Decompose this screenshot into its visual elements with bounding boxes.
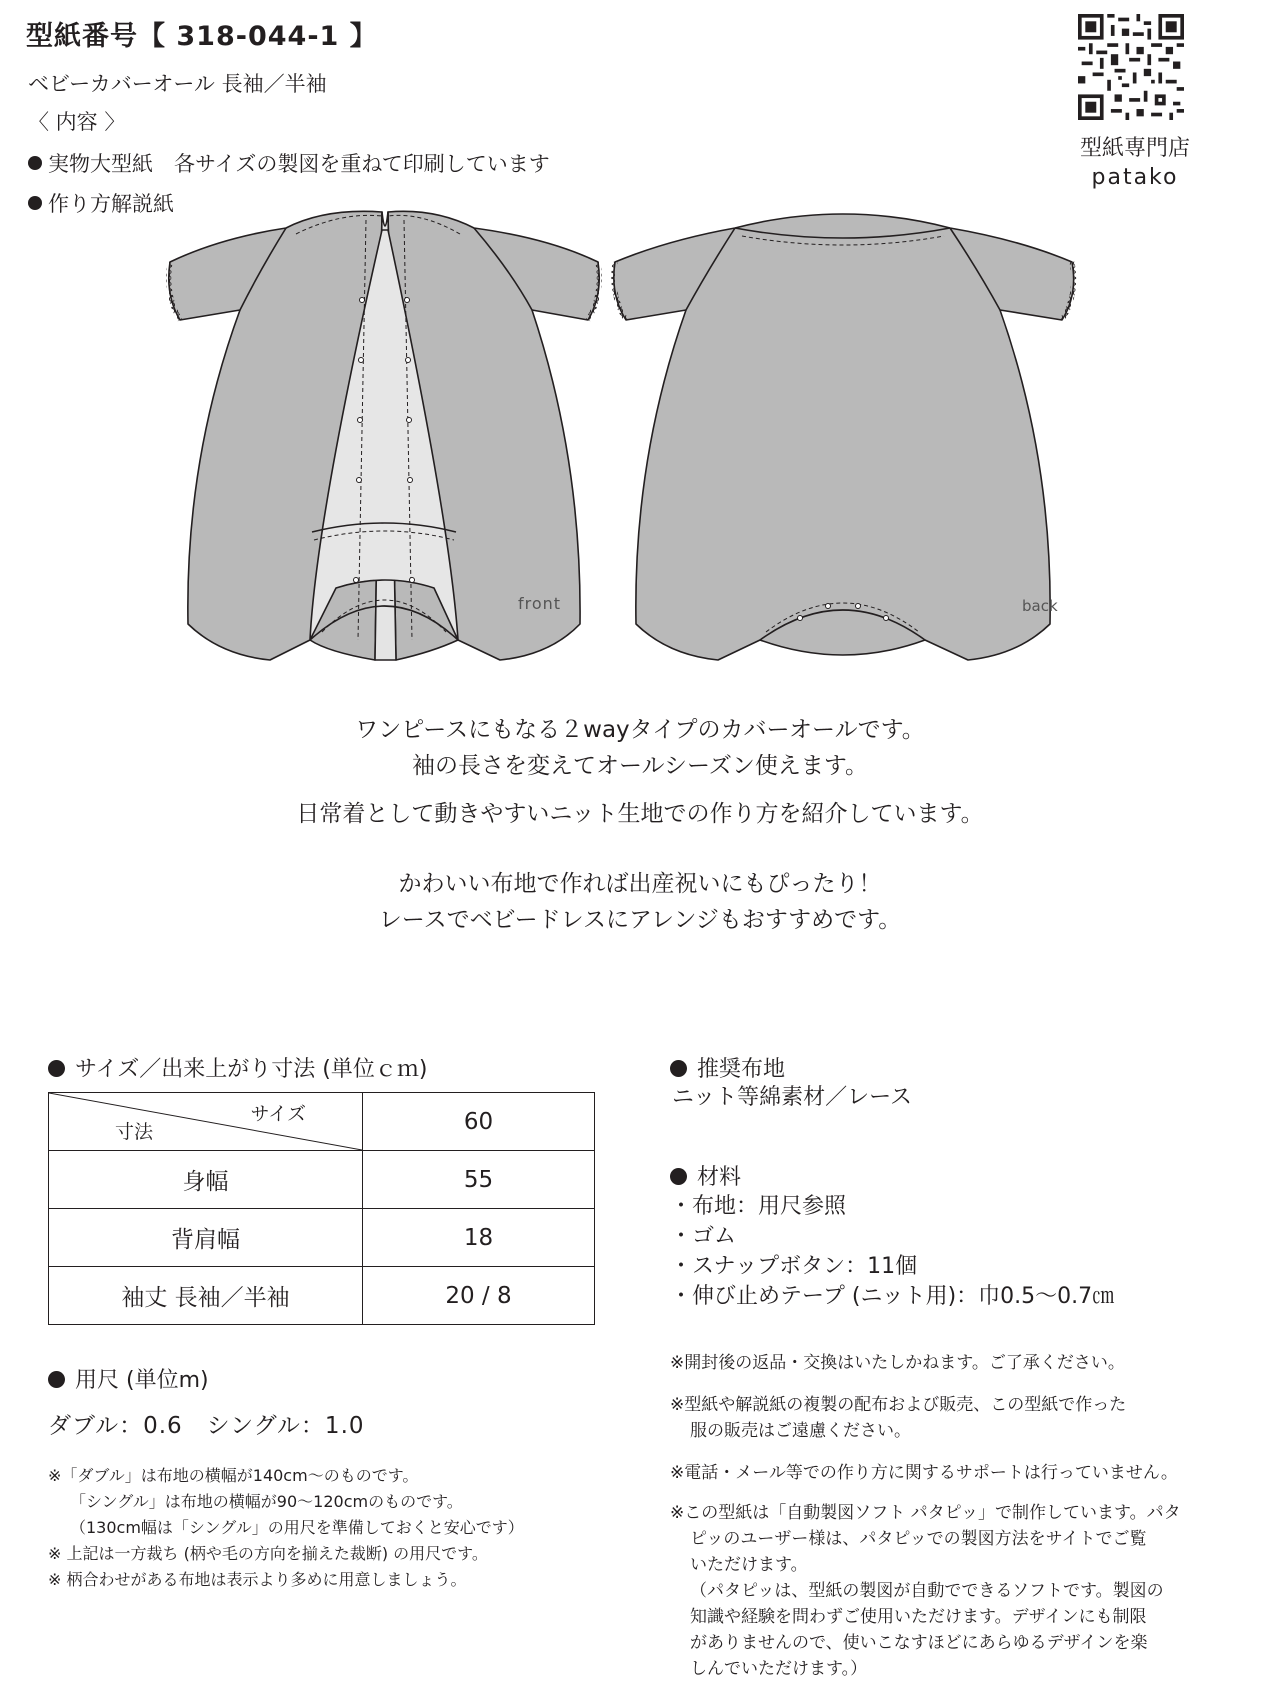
- fabric-amount-values: ダブル：0.6 シングル：1.0: [48, 1413, 365, 1439]
- garment-illustration: [160, 200, 1080, 670]
- front-view: [169, 211, 600, 660]
- note-line: ※ 上記は一方裁ち (柄や毛の方向を揃えた裁断) の用尺です。: [48, 1544, 488, 1563]
- contents-heading: 〈 内容 〉: [28, 110, 126, 134]
- description: [0, 712, 1280, 938]
- notice-line: 服の販売はご遠慮ください。: [690, 1421, 911, 1441]
- material-item: ・ゴム: [670, 1224, 737, 1249]
- fabric-amount-heading: 用尺 (単位m): [48, 1363, 209, 1394]
- back-label: back: [1022, 597, 1058, 615]
- notice-line: ピッのユーザー様は、パタピッでの製図方法をサイトでご覧: [690, 1529, 1147, 1549]
- notice-line: いただけます。: [690, 1555, 808, 1575]
- row-label: 背肩幅: [49, 1209, 363, 1267]
- material-item: ・伸び止めテープ (ニット用)：巾0.5〜0.7㎝: [670, 1284, 1115, 1309]
- shop-name-ja: 型紙専門店: [1079, 136, 1190, 161]
- description-line: 日常着として動きやすいニット生地での作り方を紹介しています。: [296, 801, 984, 827]
- recommended-fabric-heading: 推奨布地: [670, 1052, 785, 1083]
- row-label: 袖丈 長袖／半袖: [49, 1267, 363, 1325]
- notice-line: ※型紙や解説紙の複製の配布および販売、この型紙で作った: [670, 1395, 1127, 1415]
- bullet-icon: [48, 1371, 65, 1388]
- header-size-label: サイズ: [250, 1103, 306, 1125]
- contents-item: 実物大型紙 各サイズの製図を重ねて印刷しています: [28, 148, 550, 178]
- bullet-icon: [28, 156, 42, 170]
- recommended-fabric-text: ニット等綿素材／レース: [672, 1085, 913, 1110]
- bullet-icon: [28, 196, 42, 210]
- table-row: [49, 1267, 595, 1325]
- note-line: 「シングル」は布地の横幅が90〜120cmのものです。: [70, 1492, 463, 1511]
- page-title: 型紙番号【 318-044-1 】: [26, 21, 378, 52]
- table-header-cell: [49, 1093, 363, 1151]
- notice-line: ※この型紙は「自動製図ソフト パタピッ」で制作しています。パタ: [670, 1503, 1181, 1523]
- row-value: 20 / 8: [363, 1267, 595, 1325]
- shop-name-en: patako: [1091, 165, 1179, 190]
- material-item: ・布地：用尺参照: [670, 1194, 847, 1219]
- row-value: 55: [363, 1151, 595, 1209]
- notice-support: ※電話・メール等での作り方に関するサポートは行っていません。: [670, 1463, 1178, 1483]
- note-line: ※「ダブル」は布地の横幅が140cm〜のものです。: [48, 1466, 419, 1485]
- note-line: ※ 柄合わせがある布地は表示より多めに用意しましょう。: [48, 1570, 467, 1589]
- row-value: 18: [363, 1209, 595, 1267]
- description-line: 袖の長さを変えてオールシーズン使えます。: [412, 753, 868, 779]
- back-view: [614, 214, 1074, 660]
- fabric-notes: [48, 1463, 524, 1593]
- size-value: 60: [363, 1093, 595, 1151]
- diagonal-divider: [49, 1093, 362, 1150]
- notice-return: ※開封後の返品・交換はいたしかねます。ご了承ください。: [670, 1353, 1125, 1373]
- table-row: [49, 1151, 595, 1209]
- materials-list: [670, 1192, 1114, 1312]
- table-row: [49, 1209, 595, 1267]
- notice-line: がありませんので、使いこなすほどにあらゆるデザインを楽: [690, 1633, 1148, 1653]
- product-subtitle: ベビーカバーオール 長袖／半袖: [28, 72, 327, 96]
- row-label: 身幅: [49, 1151, 363, 1209]
- contents-item: 作り方解説紙: [28, 188, 174, 218]
- material-item: ・スナップボタン：11個: [670, 1254, 918, 1279]
- description-line: レースでベビードレスにアレンジもおすすめです。: [378, 907, 902, 933]
- materials-heading: 材料: [670, 1160, 741, 1191]
- header-dimension-label: 寸法: [115, 1121, 154, 1143]
- front-label: front: [518, 594, 562, 613]
- notice-line: しんでいただけます。）: [690, 1659, 868, 1679]
- description-line: かわいい布地で作れば出産祝いにもぴったり！: [398, 871, 882, 897]
- table-row: [49, 1093, 595, 1151]
- qr-code-icon[interactable]: [1078, 14, 1184, 120]
- bullet-icon: [670, 1060, 687, 1077]
- shop-name: [1060, 134, 1210, 192]
- description-line: ワンピースにもなる２wayタイプのカバーオールです。: [355, 717, 925, 743]
- size-table: [48, 1092, 595, 1325]
- bullet-icon: [48, 1060, 65, 1077]
- note-line: （130cm幅は「シングル」の用尺を準備しておくと安心です）: [70, 1518, 524, 1537]
- notice-copyright: [670, 1392, 1230, 1444]
- size-heading: サイズ／出来上がり寸法 (単位ｃｍ): [48, 1052, 427, 1083]
- notice-line: 知識や経験を問わずご使用いただけます。デザインにも制限: [690, 1607, 1147, 1627]
- notice-software: [670, 1500, 1230, 1682]
- notice-line: （パタピッは、型紙の製図が自動でできるソフトです。製図の: [690, 1581, 1164, 1601]
- bullet-icon: [670, 1168, 687, 1185]
